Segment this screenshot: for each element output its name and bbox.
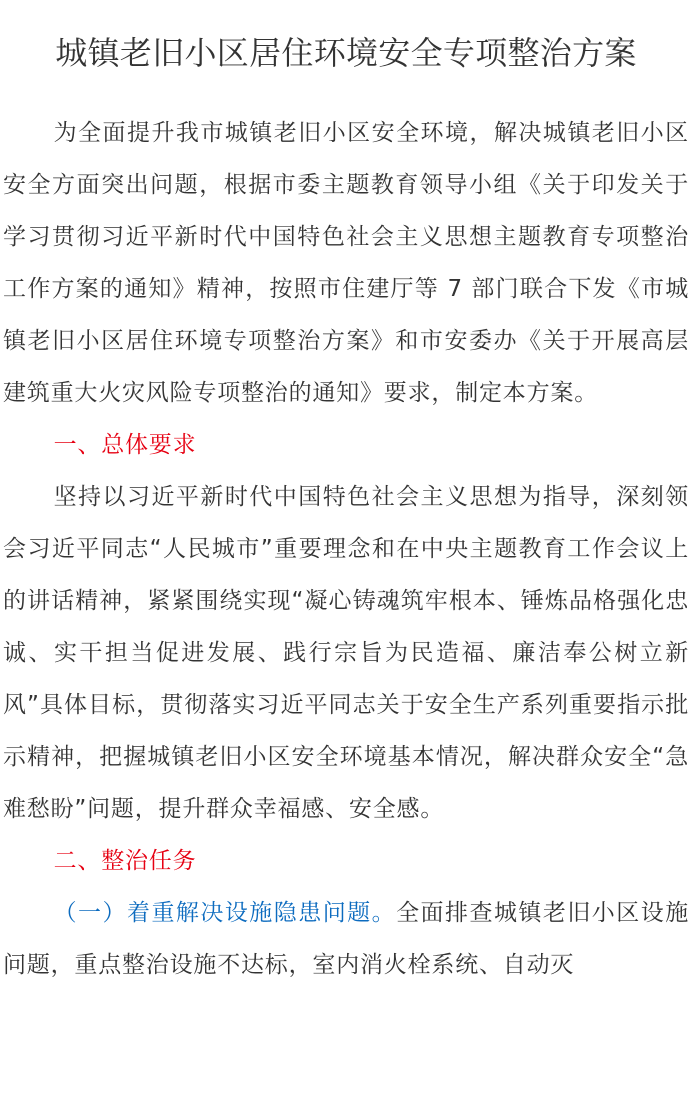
section-2-item-1-label: （一）着重解决设施隐患问题。 xyxy=(53,900,397,926)
section-1-paragraph: 坚持以习近平新时代中国特色社会主义思想为指导，深刻领会习近平同志“人民城市”重要理念和在中央主题教育工作会议上的讲话精神，紧紧围绕实现“凝心铸魂筑牢根本、锤炼品格强化忠诚、实干担当促进发展、践行宗旨为民造福、廉洁奉公树立新风”具体目标，贯彻落实习近平同志关于安全生产系列重要指示批示精神，把握城镇老旧小区安全环境基本情况，解决群众安全“急难愁盼”问题，提升群众幸福感、安全感。 xyxy=(3,484,689,822)
section-2-item-1-text: 全面排查城镇老旧小区设施问题，重点整治设施不达标，室内消火栓系统、自动灭 xyxy=(3,900,689,978)
intro-paragraph: 为全面提升我市城镇老旧小区安全环境，解决城镇老旧小区安全方面突出问题，根据市委主题教育领导小组《关于印发关于学习贯彻习近平新时代中国特色社会主义思想主题教育专项整治工作方案的通知》精神，按照市住建厅等 7 部门联合下发《市城镇老旧小区居住环境专项整治方案》和市安委办《关于开展高层建筑重大火灾风险专项整治的通知》要求，制定本方案。 xyxy=(3,120,689,406)
section-2-item-1-paragraph xyxy=(3,887,689,991)
document-body xyxy=(3,107,689,991)
section-1-heading: 一、总体要求 xyxy=(53,432,197,458)
document-title: 城镇老旧小区居住环境安全专项整治方案 xyxy=(55,34,637,72)
section-2-heading: 二、整治任务 xyxy=(53,848,197,874)
